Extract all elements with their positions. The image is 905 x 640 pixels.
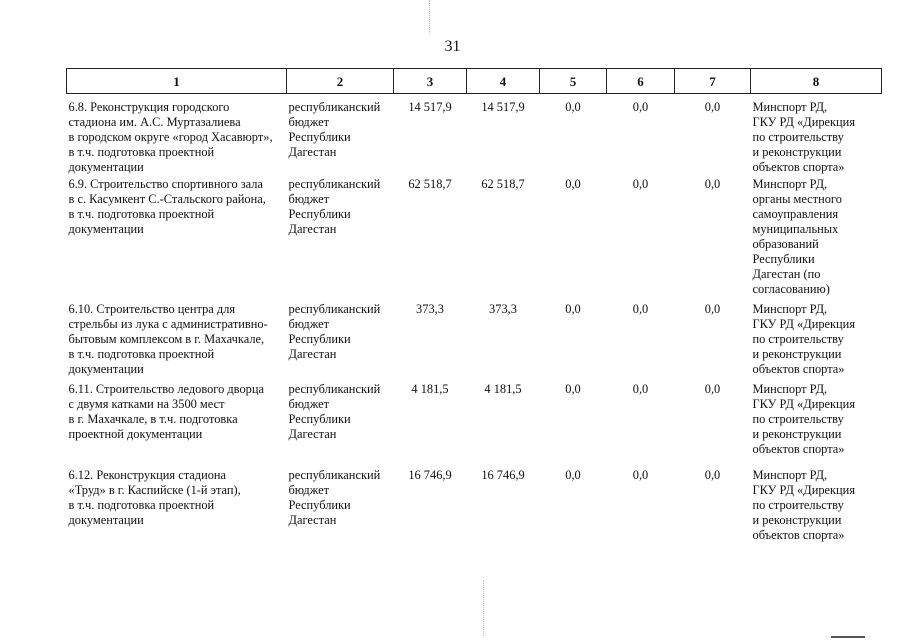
page-number: 31	[444, 38, 461, 55]
funding-source: республиканский бюджет Республики Дагестан	[288, 302, 381, 361]
program-table	[66, 68, 882, 548]
column-header-7: 7	[675, 69, 751, 94]
measure-name: 6.10. Строительство центра для стрельбы из лука с административно- бытовым комплексом в г. Махачкале, в т.ч. подготовка проектной документации	[68, 302, 268, 376]
value-col6: 0,0	[632, 302, 649, 316]
executor: Минспорт РД, органы местного самоуправления муниципальных образований Республики Дагестан (по согласованию)	[752, 177, 842, 296]
executor: Минспорт РД, ГКУ РД «Дирекция по строительству и реконструкции объектов спорта»	[752, 302, 856, 376]
value-col5: 0,0	[565, 302, 581, 316]
table-row	[67, 177, 882, 302]
value-col7: 0,0	[704, 100, 721, 114]
table-row	[67, 468, 882, 548]
executor: Минспорт РД, ГКУ РД «Дирекция по строительству и реконструкции объектов спорта»	[752, 468, 856, 542]
header-row	[67, 69, 882, 94]
funding-source: республиканский бюджет Республики Дагестан	[288, 100, 381, 159]
value-col3: 62 518,7	[408, 177, 452, 191]
value-col3: 14 517,9	[408, 100, 452, 114]
column-header-3: 3	[394, 69, 467, 94]
value-col6: 0,0	[632, 468, 649, 482]
value-col5: 0,0	[565, 100, 581, 114]
column-header-1: 1	[67, 69, 287, 94]
value-col7: 0,0	[704, 177, 721, 191]
scan-artifact	[831, 636, 865, 638]
table-header	[67, 69, 882, 94]
table-row	[67, 302, 882, 382]
table-row	[67, 94, 882, 178]
funding-source: республиканский бюджет Республики Дагестан	[288, 177, 381, 236]
scan-artifact	[483, 580, 484, 636]
value-col4: 4 181,5	[484, 382, 522, 396]
value-col3: 16 746,9	[408, 468, 452, 482]
value-col3: 4 181,5	[411, 382, 449, 396]
executor: Минспорт РД, ГКУ РД «Дирекция по строительству и реконструкции объектов спорта»	[752, 382, 856, 456]
column-header-5: 5	[540, 69, 607, 94]
value-col4: 16 746,9	[481, 468, 525, 482]
value-col5: 0,0	[565, 382, 581, 396]
column-header-8: 8	[751, 69, 882, 94]
executor: Минспорт РД, ГКУ РД «Дирекция по строительству и реконструкции объектов спорта»	[752, 100, 856, 174]
column-header-2: 2	[287, 69, 394, 94]
value-col7: 0,0	[704, 382, 721, 396]
measure-name: 6.12. Реконструкция стадиона «Труд» в г. Каспийске (1-й этап), в т.ч. подготовка проектной документации	[68, 468, 241, 527]
funding-source: республиканский бюджет Республики Дагестан	[288, 382, 381, 441]
measure-name: 6.9. Строительство спортивного зала в с. Касумкент С.-Стальского района, в т.ч. подготовка проектной документации	[68, 177, 266, 236]
scan-artifact	[429, 0, 430, 34]
value-col3: 373,3	[416, 302, 444, 316]
value-col7: 0,0	[704, 302, 721, 316]
table-row	[67, 382, 882, 468]
column-header-6: 6	[607, 69, 675, 94]
column-header-4: 4	[467, 69, 540, 94]
value-col7: 0,0	[704, 468, 721, 482]
value-col6: 0,0	[632, 100, 649, 114]
value-col5: 0,0	[565, 468, 581, 482]
measure-name: 6.8. Реконструкция городского стадиона им. А.С. Муртазалиева в городском округе «город Хасавюрт», в т.ч. подготовка проектной документации	[68, 100, 273, 174]
value-col4: 14 517,9	[481, 100, 525, 114]
value-col6: 0,0	[632, 177, 649, 191]
value-col5: 0,0	[565, 177, 581, 191]
table-body	[67, 94, 882, 549]
value-col6: 0,0	[632, 382, 649, 396]
funding-source: республиканский бюджет Республики Дагестан	[288, 468, 381, 527]
value-col4: 62 518,7	[481, 177, 525, 191]
measure-name: 6.11. Строительство ледового дворца с двумя катками на 3500 мест в г. Махачкале, в т.ч. подготовка проектной документации	[68, 382, 264, 441]
value-col4: 373,3	[489, 302, 517, 316]
